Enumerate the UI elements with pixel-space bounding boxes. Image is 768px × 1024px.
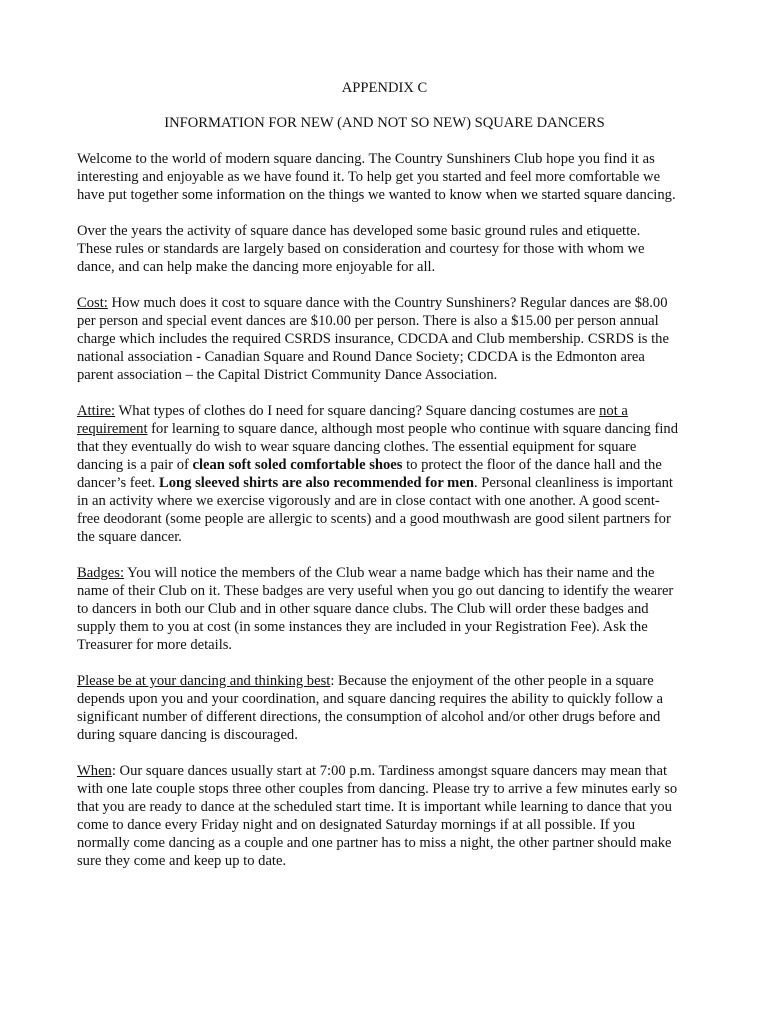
when-text: : Our square dances usually start at 7:00 p.m. Tardiness amongst square dancers may mean that with one late couple stops three other couples from dancing. Please try to arrive a few minutes early so that you are ready to dance at the scheduled start time. It is important while learning to dance that you come to dance every Friday night and on designated Saturday mornings if at all possible. If you normally come dancing as a couple and one partner has to miss a night, the other partner should make sure they come and keep up to date. <box>77 763 678 869</box>
attire-underline-not-required: not a requirement <box>77 403 628 437</box>
best-label: Please be at your dancing and thinking best <box>77 673 331 689</box>
attire-text-1: What types of clothes do I need for square dancing? Square dancing costumes are <box>115 403 600 419</box>
attire-text-2: for learning to square dance, although most people who continue with square dancing find that they eventually do wish to wear square dancing clothes. The essential equipment for square dancing is a pair of <box>77 421 679 473</box>
badges-paragraph <box>77 564 678 654</box>
intro-paragraph-2: Over the years the activity of square dance has developed some basic ground rules and etiquette. These rules or standards are largely based on consideration and courtesy for those with whom we dance, and can help make the dancing more enjoyable for all. <box>77 223 645 275</box>
cost-label: Cost: <box>77 295 108 311</box>
attire-bold-shirts: Long sleeved shirts are also recommended for men <box>158 475 474 491</box>
attire-paragraph <box>77 402 678 546</box>
intro-paragraph-1: Welcome to the world of modern square dancing. The Country Sunshiners Club hope you find it as interesting and enjoyable as we have found it. To help get you started and feel more comfortable we have put together some information on the things we wanted to know when we started square dancing. <box>77 151 676 203</box>
cost-text: How much does it cost to square dance with the Country Sunshiners? Regular dances are $8.00 per person and special event dances are $10.00 per person. There is also a $15.00 per person annual charge which includes the required CSRDS insurance, CDCDA and Club membership. CSRDS is the national association - Canadian Square and Round Dance Society; CDCDA is the Edmonton area parent association – the Capital District Community Dance Association. <box>77 295 669 383</box>
when-label: When <box>77 763 112 779</box>
attire-label: Attire: <box>77 403 116 419</box>
attire-text-4: . Personal cleanliness is important in an activity where we exercise vigorously and are in close contact with one another. A good scent-free deodorant (some people are allergic to scents) and a good mouthwash are good silent partners for the square dancer. <box>77 475 673 545</box>
badges-text: You will notice the members of the Club wear a name badge which has their name and the name of their Club on it. These badges are very useful when you go out dancing to identify the wearer to dancers in both our Club and in other square dance clubs. The Club will order these badges and supply them to you at cost (in some instances they are included in your Registration Fee). Ask the Treasurer for more details. <box>77 565 674 653</box>
appendix-title: APPENDIX C <box>341 80 428 96</box>
best-paragraph <box>77 672 678 744</box>
when-paragraph <box>77 762 678 870</box>
badges-label: Badges: <box>77 565 125 581</box>
attire-text-3: to protect the floor of the dance hall and the dancer’s feet. <box>77 457 662 491</box>
attire-bold-shoes: clean soft soled comfortable shoes <box>192 457 403 473</box>
document-heading: INFORMATION FOR NEW (AND NOT SO NEW) SQUARE DANCERS <box>164 115 605 131</box>
cost-paragraph <box>77 294 678 384</box>
best-text: : Because the enjoyment of the other people in a square depends upon you and your coordination, and square dancing requires the ability to quickly follow a significant number of different directions, the consumption of alcohol and/or other drugs before and during square dancing is discouraged. <box>77 673 664 743</box>
